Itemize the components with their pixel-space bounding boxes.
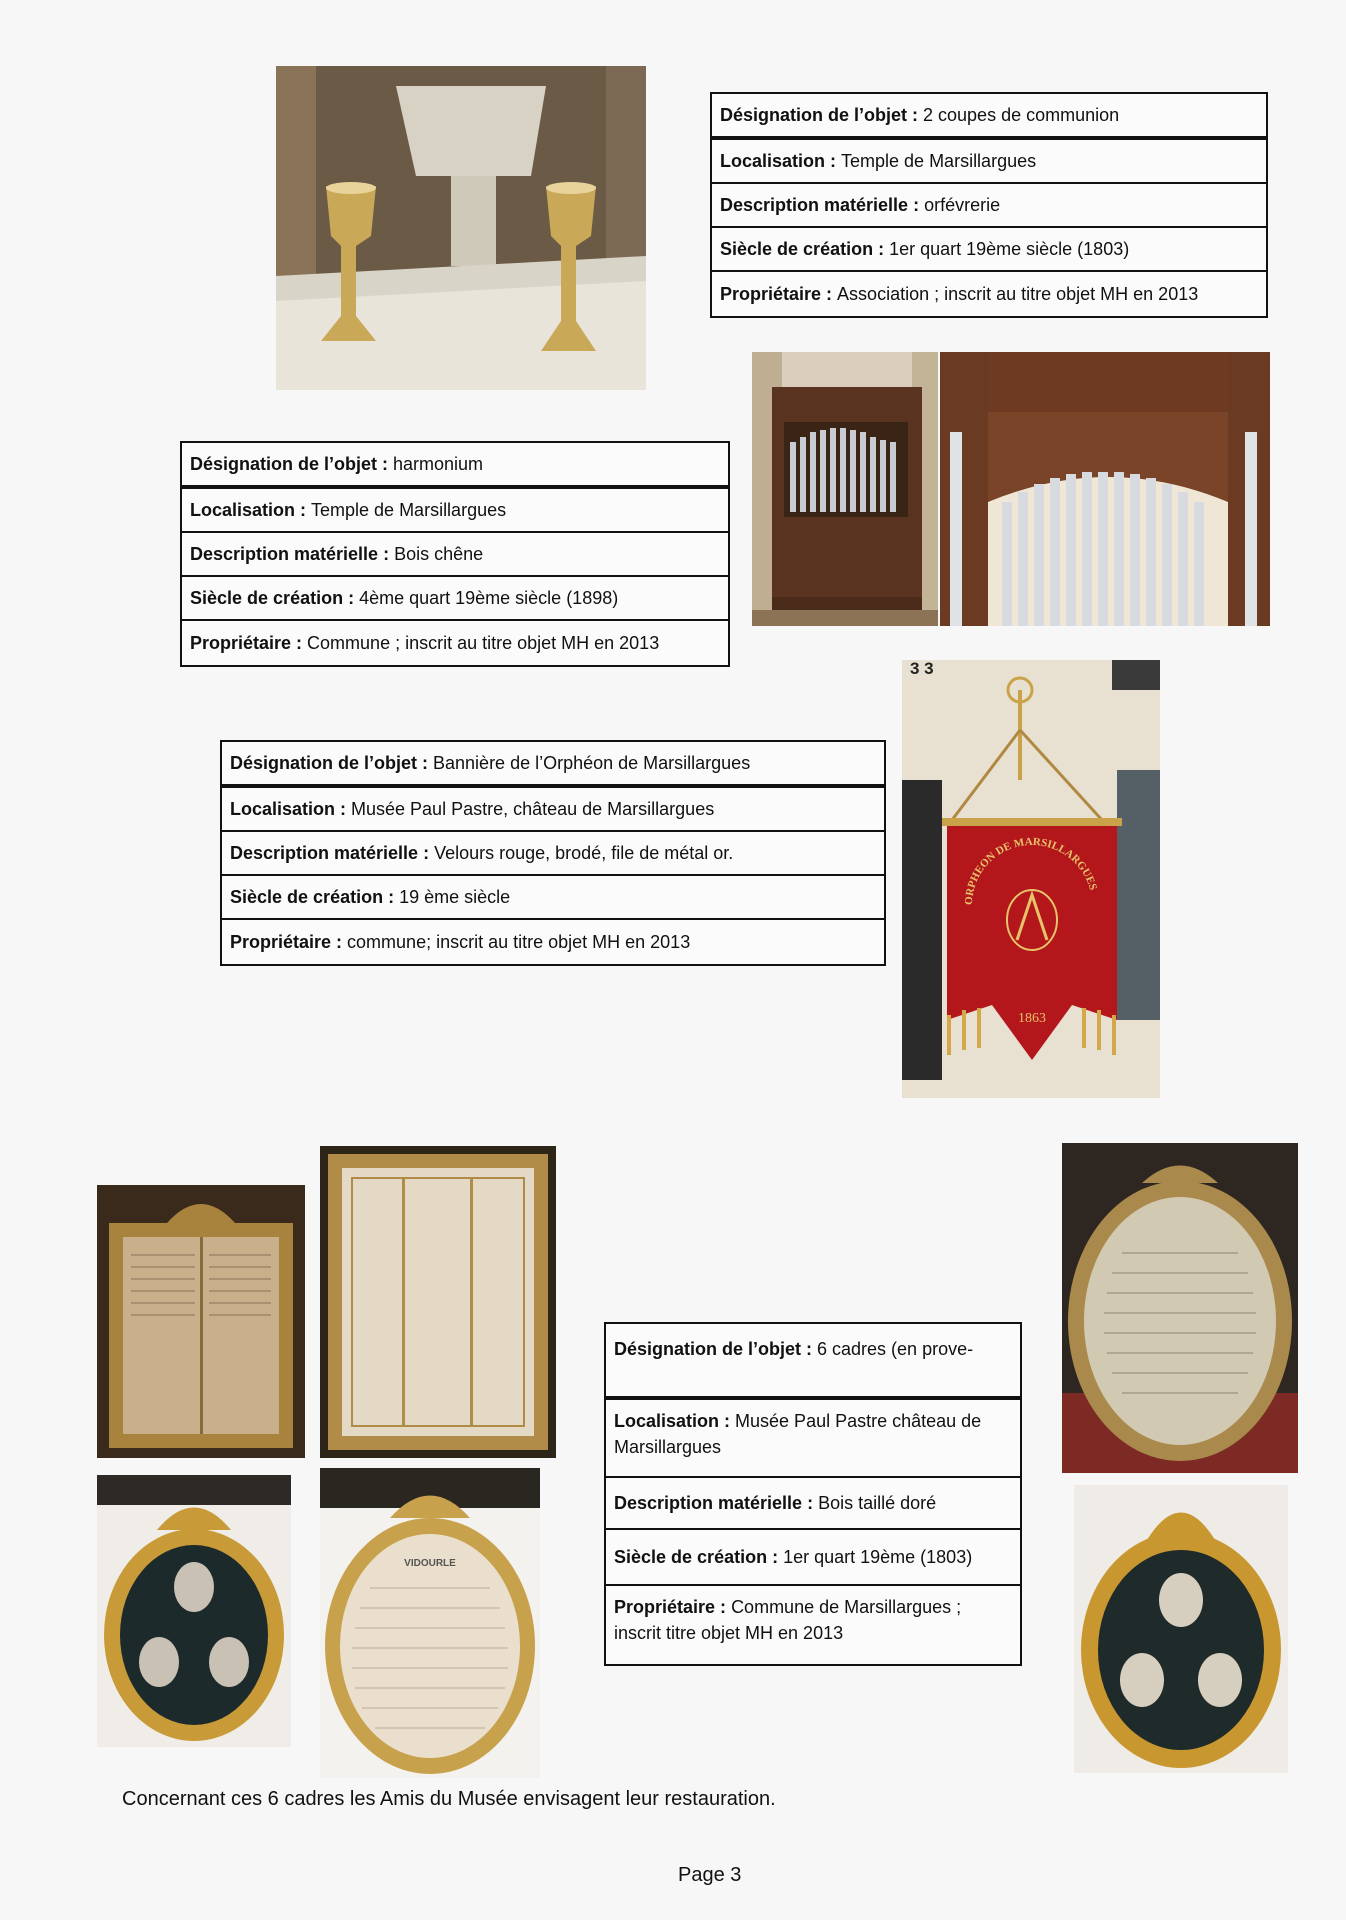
description-value: Bois taillé doré xyxy=(818,1492,937,1513)
localisation-row xyxy=(712,140,1266,184)
banner-year: 1863 xyxy=(1018,1011,1046,1026)
object-card-banner xyxy=(220,740,886,966)
designation-value: 2 coupes de communion xyxy=(923,104,1120,125)
localisation-row xyxy=(182,489,728,533)
proprietaire-label: Propriétaire : xyxy=(190,632,303,653)
proprietaire-row xyxy=(182,621,728,665)
localisation-label: Localisation : xyxy=(614,1411,731,1431)
proprietaire-value: commune; inscrit au titre objet MH en 2013 xyxy=(347,931,691,952)
description-label: Description matérielle : xyxy=(190,543,390,564)
banner-photo xyxy=(902,660,1160,1098)
object-card-frames xyxy=(604,1322,1022,1666)
designation-row xyxy=(222,742,884,788)
page-number: Page 3 xyxy=(678,1864,742,1886)
object-card-harmonium xyxy=(180,441,730,667)
localisation-value: Musée Paul Pastre château de Marsillargues xyxy=(614,1411,982,1458)
localisation-label: Localisation : xyxy=(190,499,307,520)
siecle-value: 1er quart 19ème (1803) xyxy=(783,1546,973,1567)
proprietaire-row xyxy=(712,272,1266,316)
description-label: Description matérielle : xyxy=(230,842,430,863)
proprietaire-label: Propriétaire : xyxy=(614,1597,727,1617)
designation-label: Désignation de l’objet : xyxy=(230,752,429,773)
harmonium-photo-detail xyxy=(940,352,1270,626)
description-value: Bois chêne xyxy=(394,543,484,564)
proprietaire-value: Commune de Marsillargues ; inscrit titre objet MH en 2013 xyxy=(614,1597,962,1644)
proprietaire-row xyxy=(222,920,884,964)
description-label: Description matérielle : xyxy=(720,194,920,215)
designation-value: 6 cadres (en prove- xyxy=(817,1339,974,1359)
description-row xyxy=(712,184,1266,228)
designation-row xyxy=(182,443,728,489)
frame-photo-genealogy xyxy=(1062,1143,1298,1473)
siecle-label: Siècle de création : xyxy=(190,587,355,608)
designation-label: Désignation de l’objet : xyxy=(614,1339,813,1359)
siecle-row xyxy=(222,876,884,920)
siecle-value: 4ème quart 19ème siècle (1898) xyxy=(359,587,619,608)
siecle-value: 1er quart 19ème siècle (1803) xyxy=(889,238,1130,259)
frame-photo-miniatures-1 xyxy=(97,1475,291,1747)
localisation-value: Temple de Marsillargues xyxy=(841,150,1037,171)
harmonium-photo-full xyxy=(752,352,938,626)
localisation-label: Localisation : xyxy=(720,150,837,171)
proprietaire-row xyxy=(606,1586,1020,1664)
localisation-row xyxy=(606,1400,1020,1478)
description-label: Description matérielle : xyxy=(614,1492,814,1513)
localisation-value: Temple de Marsillargues xyxy=(311,499,507,520)
designation-row xyxy=(712,94,1266,140)
siecle-label: Siècle de création : xyxy=(614,1546,779,1567)
proprietaire-value: Association ; inscrit au titre objet MH en 2013 xyxy=(837,283,1199,304)
frame-photo-vidourle xyxy=(320,1468,540,1778)
designation-value: Bannière de l’Orphéon de Marsillargues xyxy=(433,752,751,773)
siecle-row xyxy=(182,577,728,621)
designation-label: Désignation de l’objet : xyxy=(720,104,919,125)
proprietaire-label: Propriétaire : xyxy=(720,283,833,304)
banner-sign-number: 3 3 xyxy=(910,660,934,678)
chalices-photo xyxy=(276,66,646,390)
siecle-value: 19 ème siècle xyxy=(399,886,511,907)
object-card-communion-cups xyxy=(710,92,1268,318)
proprietaire-label: Propriétaire : xyxy=(230,931,343,952)
description-row xyxy=(182,533,728,577)
siecle-row xyxy=(606,1530,1020,1586)
localisation-value: Musée Paul Pastre, château de Marsillargues xyxy=(351,798,715,819)
localisation-label: Localisation : xyxy=(230,798,347,819)
frames-caption: Concernant ces 6 cadres les Amis du Musée envisagent leur restauration. xyxy=(122,1788,776,1810)
proprietaire-value: Commune ; inscrit au titre objet MH en 2013 xyxy=(307,632,660,653)
designation-row xyxy=(606,1324,1020,1400)
description-row xyxy=(222,832,884,876)
designation-label: Désignation de l’objet : xyxy=(190,453,389,474)
frame-photo-document-2 xyxy=(320,1146,556,1458)
frame-photo-document-1 xyxy=(97,1185,305,1458)
siecle-label: Siècle de création : xyxy=(720,238,885,259)
frame-photo-miniatures-2 xyxy=(1074,1485,1288,1773)
siecle-row xyxy=(712,228,1266,272)
description-value: orfévrerie xyxy=(924,194,1001,215)
banner-text: ORPHEON DE MARSILLARGUES xyxy=(962,835,1099,906)
description-value: Velours rouge, brodé, file de métal or. xyxy=(434,842,734,863)
localisation-row xyxy=(222,788,884,832)
description-row xyxy=(606,1478,1020,1530)
frame-title: VIDOURLE xyxy=(404,1558,456,1569)
designation-value: harmonium xyxy=(393,453,484,474)
siecle-label: Siècle de création : xyxy=(230,886,395,907)
